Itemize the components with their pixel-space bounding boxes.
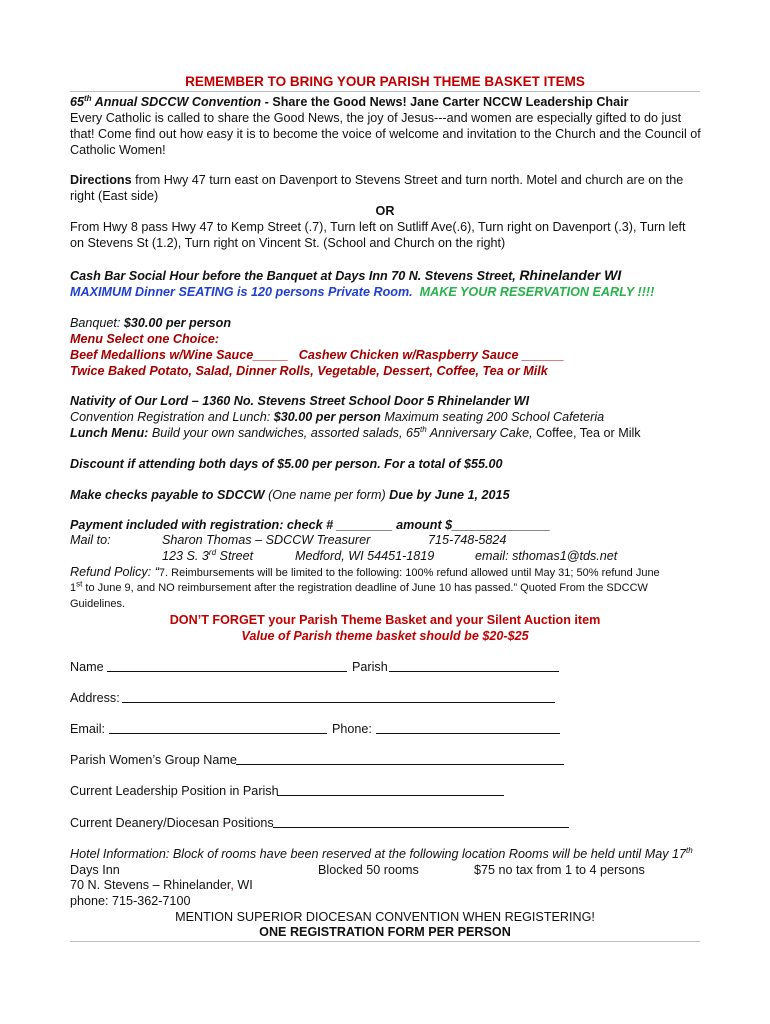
- leadership-label: Current Leadership Position in Parish: [70, 784, 279, 798]
- hotel-address: [70, 877, 253, 893]
- hotel-info: [70, 846, 693, 862]
- footer-rule: [70, 941, 700, 942]
- seating-text: MAXIMUM Dinner SEATING is 120 persons Private Room.: [70, 285, 413, 299]
- deanery-label: Current Deanery/Diocesan Positions: [70, 816, 274, 830]
- name-label: Name: [70, 660, 104, 674]
- one-form-per-person: ONE REGISTRATION FORM PER PERSON: [259, 925, 511, 939]
- refund-text-1: 7. Reimbursements will be limited to the following: 100% refund allowed until May 31; 50% refund June: [158, 567, 660, 579]
- banquet-label: Banquet:: [70, 316, 124, 330]
- lunch-menu-drinks: Coffee, Tea or Milk: [532, 426, 641, 440]
- deanery-input-line[interactable]: [273, 815, 569, 828]
- phone-input-line[interactable]: [376, 721, 560, 734]
- womens-group-input-line[interactable]: [236, 752, 564, 765]
- treasurer-name: Sharon Thomas – SDCCW Treasurer: [162, 533, 371, 547]
- menu-sides: Twice Baked Potato, Salad, Dinner Rolls, Vegetable, Dessert, Coffee, Tea or Milk: [70, 364, 548, 378]
- lunch-menu-items: Build your own sandwiches, assorted salads, 65: [148, 426, 420, 440]
- registration-lunch-line: [70, 409, 604, 425]
- leadership-input-line[interactable]: [277, 783, 504, 796]
- refund-line-2: [70, 580, 648, 596]
- hotel-blocked-rooms: Blocked 50 rooms: [318, 863, 419, 877]
- registration-price: $30.00 per person: [273, 410, 381, 424]
- address-label: Address:: [70, 691, 120, 705]
- directions-or: OR: [375, 204, 395, 218]
- email-label: Email:: [70, 722, 105, 736]
- checks-note: (One name per form): [264, 488, 390, 502]
- basket-reminder: DON’T FORGET your Parish Theme Basket and your Silent Auction item: [169, 613, 601, 627]
- menu-choice-beef: Beef Medallions w/Wine Sauce_____: [70, 348, 289, 362]
- hotel-name: Days Inn: [70, 863, 120, 877]
- hotel-address-state: WI: [233, 878, 253, 892]
- social-hour-line: [70, 267, 621, 284]
- womens-group-label: Parish Women’s Group Name: [70, 753, 237, 767]
- parish-label: Parish: [352, 660, 388, 674]
- treasurer-street-pre: 123 S. 3: [162, 549, 209, 563]
- registration-note: Maximum seating 200 School Cafeteria: [380, 410, 605, 424]
- convention-number: 65: [70, 95, 85, 109]
- refund-text-2-post: to June 9, and NO reimbursement after the registration deadline of June 10 has passed.” Quoted From the SDCCW: [82, 582, 648, 594]
- refund-text-2-sup: st: [76, 579, 83, 589]
- social-hour-text: Cash Bar Social Hour before the Banquet at Days Inn 70 N. Stevens Street,: [70, 269, 520, 283]
- lunch-menu-items2: Anniversary Cake,: [426, 426, 533, 440]
- convention-theme: - Share the Good News! Jane Carter NCCW Leadership Chair: [264, 95, 629, 109]
- name-input-line[interactable]: [107, 659, 347, 672]
- hotel-rate: $75 no tax from 1 to 4 persons: [474, 863, 645, 877]
- lunch-menu-label: Lunch Menu:: [70, 426, 149, 440]
- basket-value: Value of Parish theme basket should be $20-$25: [241, 629, 529, 643]
- checks-label: Make checks payable to SDCCW: [70, 488, 265, 502]
- lunch-menu-sup: th: [419, 424, 427, 434]
- refund-line-3: Guidelines.: [70, 598, 126, 610]
- treasurer-phone: 715-748-5824: [428, 533, 507, 547]
- hotel-address-text: 70 N. Stevens – Rhinelander: [70, 878, 231, 892]
- nativity-title: Nativity of Our Lord – 1360 No. Stevens Street School Door 5 Rhinelander WI: [70, 394, 530, 408]
- mail-to-label: Mail to:: [70, 533, 111, 547]
- reminder-heading: REMEMBER TO BRING YOUR PARISH THEME BASKET ITEMS: [185, 74, 585, 89]
- directions-label: Directions: [70, 173, 132, 187]
- banquet-line: [70, 315, 231, 331]
- header-rule: [70, 91, 700, 92]
- directions-route1: from Hwy 47 turn east on Davenport to Stevens Street and turn north. Motel and church are on the right (East side): [70, 173, 684, 203]
- directions-paragraph: [70, 172, 702, 204]
- treasurer-street-sup: rd: [208, 547, 217, 557]
- email-input-line[interactable]: [109, 721, 327, 734]
- treasurer-street: [162, 548, 253, 564]
- discount-line: Discount if attending both days of $5.00 per person. For a total of $55.00: [70, 457, 503, 471]
- seating-line: [70, 284, 654, 300]
- hotel-phone: phone: 715-362-7100: [70, 894, 191, 908]
- treasurer-city: Medford, WI 54451-1819: [295, 549, 435, 563]
- payment-line: Payment included with registration: check # ________ amount $______________: [70, 518, 551, 532]
- parish-input-line[interactable]: [389, 659, 559, 672]
- treasurer-street-post: Street: [216, 549, 254, 563]
- hotel-info-sup: th: [686, 845, 693, 855]
- menu-label: Menu Select one Choice:: [70, 332, 220, 346]
- convention-number-sup: th: [84, 93, 92, 103]
- refund-label: Refund Policy: “: [70, 565, 159, 579]
- hotel-info-text: Hotel Information: Block of rooms have been reserved at the following location Rooms will be held until May 17: [70, 847, 687, 861]
- checks-due: Due by June 1, 2015: [389, 488, 510, 502]
- convention-line: [70, 94, 629, 110]
- banquet-price: $30.00 per person: [123, 316, 232, 330]
- menu-choices: [70, 347, 564, 363]
- name-field-row: [70, 659, 104, 675]
- convention-name: Annual SDCCW Convention: [91, 95, 265, 109]
- reservation-text: MAKE YOUR RESERVATION EARLY !!!!: [419, 285, 655, 299]
- refund-text-2-pre: 1: [70, 582, 77, 594]
- phone-label: Phone:: [332, 722, 372, 736]
- intro-paragraph: Every Catholic is called to share the Good News, the joy of Jesus---and women are especially gifted to do just that! Come find out how easy it is to become the voice of welcome and invitation to the Church and the Council of Catholic Women!: [70, 111, 701, 157]
- lunch-menu-line: [70, 425, 641, 441]
- treasurer-email: email: sthomas1@tds.net: [475, 549, 618, 563]
- directions-route2: From Hwy 8 pass Hwy 47 to Kemp Street (.7), Turn left on Sutliff Ave(.6), Turn right on Davenport (.3), Turn left on Stevens St (1.2), Turn right on Vincent St. (School and Church on the right): [70, 220, 686, 250]
- mention-diocesan: MENTION SUPERIOR DIOCESAN CONVENTION WHEN REGISTERING!: [175, 910, 595, 924]
- social-hour-city: Rhinelander WI: [519, 267, 622, 283]
- registration-label: Convention Registration and Lunch:: [70, 410, 274, 424]
- hotel-address-comma: ,: [230, 878, 234, 892]
- menu-choice-chicken: Cashew Chicken w/Raspberry Sauce ______: [298, 348, 565, 362]
- address-input-line[interactable]: [122, 690, 555, 703]
- checks-line: [70, 487, 510, 503]
- refund-line-1: [70, 564, 660, 581]
